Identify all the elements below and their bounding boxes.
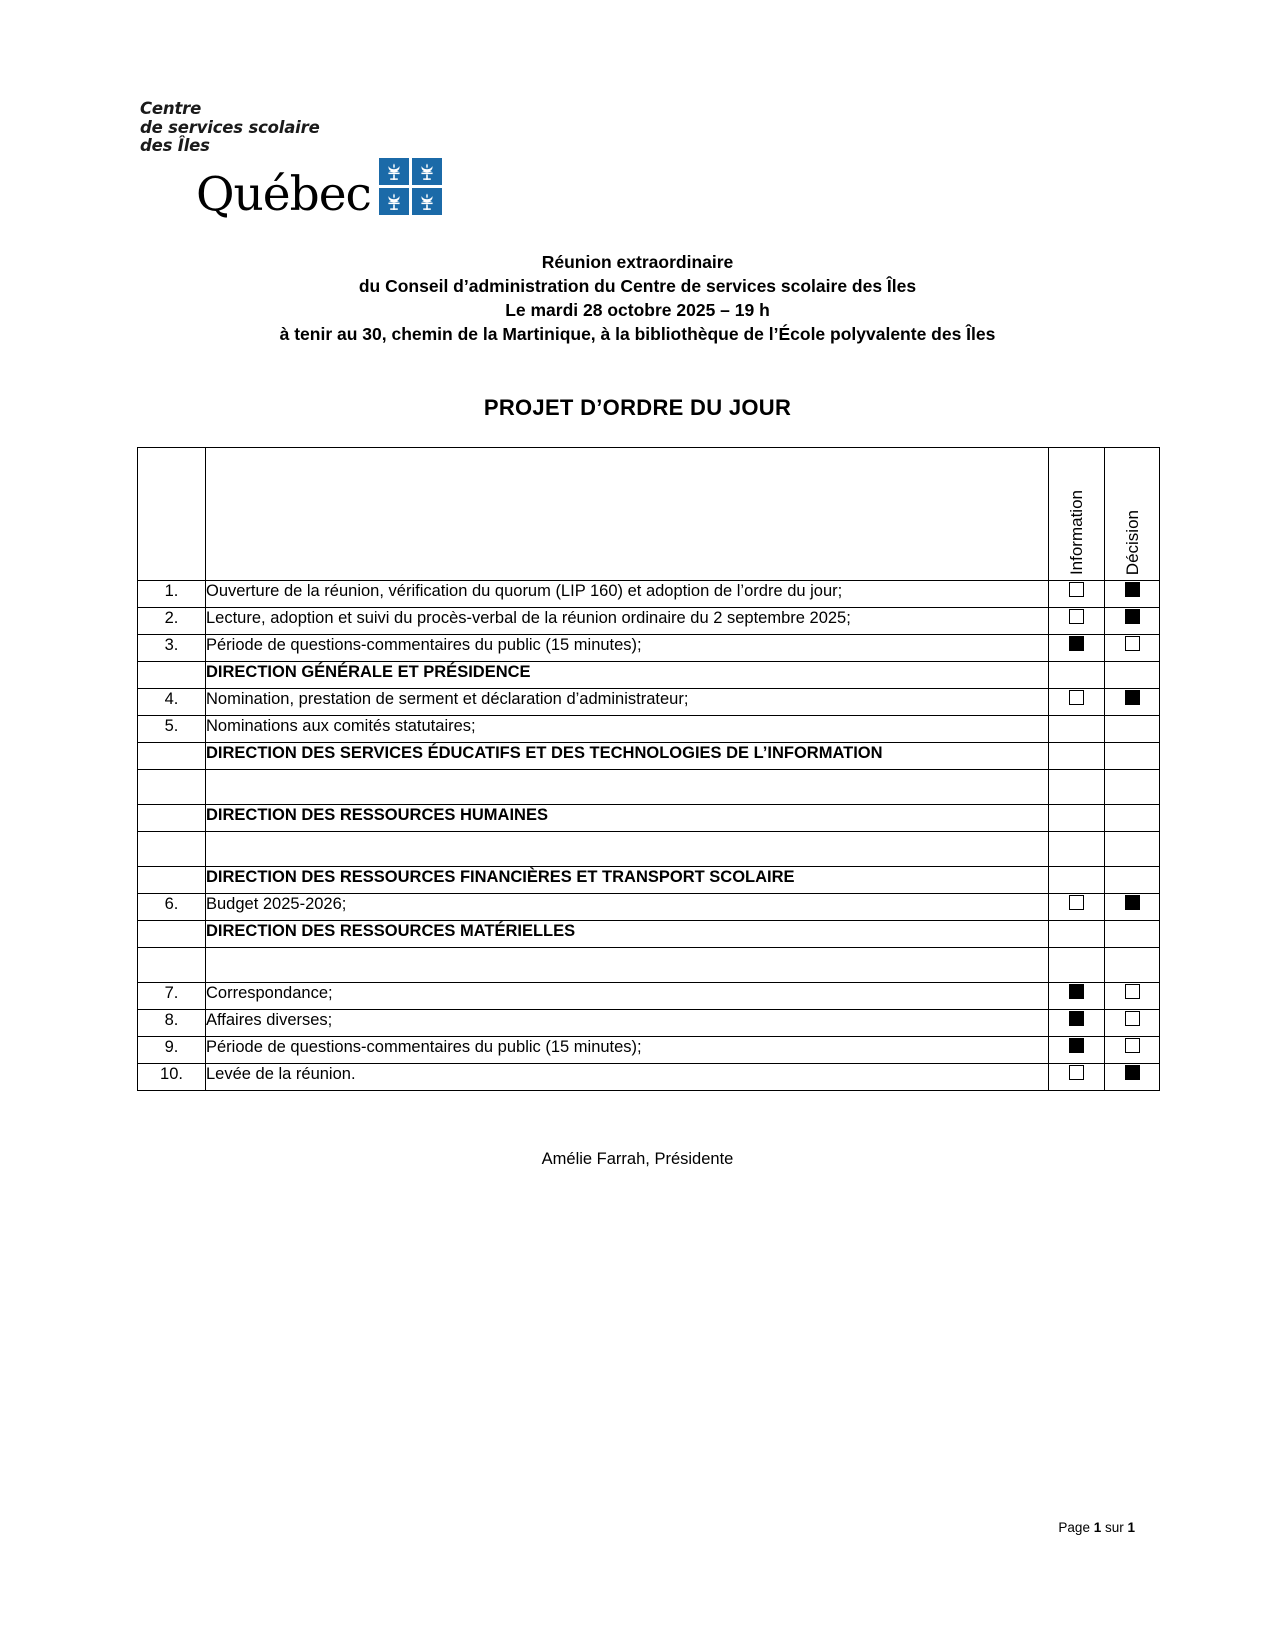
row-decision-checkbox[interactable] xyxy=(1105,635,1160,662)
table-section-row xyxy=(138,743,1160,770)
table-row xyxy=(138,716,1160,743)
quebec-wordmark-text: Québec xyxy=(196,166,371,222)
row-item-text xyxy=(206,770,1049,805)
table-row xyxy=(138,689,1160,716)
table-row xyxy=(138,635,1160,662)
footer-middle: sur xyxy=(1101,1520,1128,1535)
row-item-text: Nominations aux comités statutaires; xyxy=(206,716,1049,743)
section-heading: DIRECTION DES RESSOURCES FINANCIÈRES ET TRANSPORT SCOLAIRE xyxy=(206,867,1049,894)
row-decision-checkbox xyxy=(1105,770,1160,805)
meeting-datetime: Le mardi 28 octobre 2025 – 19 h xyxy=(505,300,770,320)
row-item-text: Période de questions-commentaires du public (15 minutes); xyxy=(206,1037,1049,1064)
table-row xyxy=(138,1037,1160,1064)
row-information-checkbox xyxy=(1049,832,1105,867)
section-heading: DIRECTION DES RESSOURCES HUMAINES xyxy=(206,805,1049,832)
row-decision-checkbox[interactable] xyxy=(1105,1064,1160,1091)
footer-current-page: 1 xyxy=(1093,1520,1102,1535)
table-row xyxy=(138,1010,1160,1037)
row-decision-checkbox[interactable] xyxy=(1105,1010,1160,1037)
row-decision-checkbox xyxy=(1105,743,1160,770)
row-decision-checkbox[interactable] xyxy=(1105,689,1160,716)
row-decision-checkbox xyxy=(1105,805,1160,832)
header-item-cell xyxy=(206,448,1049,581)
row-item-text: Correspondance; xyxy=(206,983,1049,1010)
row-item-text: Budget 2025-2026; xyxy=(206,894,1049,921)
table-row xyxy=(138,581,1160,608)
logo-org-line-3: des Îles xyxy=(140,136,210,155)
row-information-checkbox xyxy=(1049,805,1105,832)
quebec-wordmark xyxy=(196,158,480,222)
row-number: 9. xyxy=(138,1037,206,1064)
row-information-checkbox[interactable] xyxy=(1049,608,1105,635)
row-information-checkbox xyxy=(1049,770,1105,805)
row-item-text: Période de questions-commentaires du public (15 minutes); xyxy=(206,635,1049,662)
row-decision-checkbox[interactable] xyxy=(1105,1037,1160,1064)
agenda-table-body xyxy=(138,448,1160,1091)
fleur-de-lys-icon xyxy=(379,188,409,215)
row-item-text: Ouverture de la réunion, vérification du quorum (LIP 160) et adoption de l’ordre du jour; xyxy=(206,581,1049,608)
agenda-table xyxy=(137,447,1160,1091)
header-decision-cell xyxy=(1105,448,1160,581)
table-section-row xyxy=(138,805,1160,832)
row-item-text: Lecture, adoption et suivi du procès-verbal de la réunion ordinaire du 2 septembre 2025; xyxy=(206,608,1049,635)
row-number xyxy=(138,948,206,983)
table-section-row xyxy=(138,867,1160,894)
row-information-checkbox xyxy=(1049,948,1105,983)
row-decision-checkbox xyxy=(1105,832,1160,867)
row-decision-checkbox xyxy=(1105,948,1160,983)
header-number-cell xyxy=(138,448,206,581)
row-decision-checkbox xyxy=(1105,921,1160,948)
column-header-information: Information xyxy=(1067,489,1086,575)
row-decision-checkbox xyxy=(1105,867,1160,894)
section-heading: DIRECTION GÉNÉRALE ET PRÉSIDENCE xyxy=(206,662,1049,689)
row-number: 3. xyxy=(138,635,206,662)
table-row xyxy=(138,608,1160,635)
row-number xyxy=(138,662,206,689)
table-blank-row xyxy=(138,832,1160,867)
row-number xyxy=(138,770,206,805)
table-section-row xyxy=(138,662,1160,689)
row-item-text xyxy=(206,948,1049,983)
row-decision-checkbox xyxy=(1105,716,1160,743)
page-title: PROJET D’ORDRE DU JOUR xyxy=(483,395,792,420)
row-number: 5. xyxy=(138,716,206,743)
table-section-row xyxy=(138,921,1160,948)
row-item-text xyxy=(206,832,1049,867)
row-information-checkbox xyxy=(1049,921,1105,948)
row-number: 10. xyxy=(138,1064,206,1091)
row-number: 2. xyxy=(138,608,206,635)
row-decision-checkbox[interactable] xyxy=(1105,581,1160,608)
row-number: 6. xyxy=(138,894,206,921)
row-decision-checkbox[interactable] xyxy=(1105,983,1160,1010)
section-heading: DIRECTION DES RESSOURCES MATÉRIELLES xyxy=(206,921,1049,948)
page-footer xyxy=(1058,1520,1135,1535)
row-information-checkbox xyxy=(1049,867,1105,894)
footer-prefix: Page xyxy=(1058,1520,1094,1535)
row-number xyxy=(138,743,206,770)
row-decision-checkbox xyxy=(1105,662,1160,689)
row-information-checkbox[interactable] xyxy=(1049,689,1105,716)
footer-total-pages: 1 xyxy=(1127,1520,1135,1535)
table-row xyxy=(138,983,1160,1010)
row-information-checkbox[interactable] xyxy=(1049,581,1105,608)
table-header-row xyxy=(138,448,1160,581)
table-row xyxy=(138,894,1160,921)
row-item-text: Nomination, prestation de serment et déclaration d’administrateur; xyxy=(206,689,1049,716)
row-information-checkbox[interactable] xyxy=(1049,635,1105,662)
logo-org-line-2: de services scolaire xyxy=(140,117,320,137)
table-row xyxy=(138,1064,1160,1091)
row-number xyxy=(138,832,206,867)
meeting-body: du Conseil d’administration du Centre de services scolaire des Îles xyxy=(358,276,917,296)
meeting-title: Réunion extraordinaire xyxy=(541,252,734,272)
row-item-text: Levée de la réunion. xyxy=(206,1064,1049,1091)
row-decision-checkbox[interactable] xyxy=(1105,894,1160,921)
row-decision-checkbox[interactable] xyxy=(1105,608,1160,635)
logo-org-line-1: Centre xyxy=(140,99,202,118)
row-information-checkbox xyxy=(1049,662,1105,689)
row-number: 8. xyxy=(138,1010,206,1037)
fleur-de-lys-icon xyxy=(379,158,409,185)
row-number: 7. xyxy=(138,983,206,1010)
row-information-checkbox xyxy=(1049,743,1105,770)
fleur-de-lys-icon xyxy=(412,188,442,215)
fleur-de-lys-icon xyxy=(412,158,442,185)
row-number xyxy=(138,805,206,832)
row-information-checkbox[interactable] xyxy=(1049,1037,1105,1064)
row-number: 1. xyxy=(138,581,206,608)
organization-logo xyxy=(140,99,480,222)
row-item-text: Affaires diverses; xyxy=(206,1010,1049,1037)
row-information-checkbox[interactable] xyxy=(1049,983,1105,1010)
logo-org-name xyxy=(140,100,480,156)
row-information-checkbox[interactable] xyxy=(1049,1010,1105,1037)
row-number: 4. xyxy=(138,689,206,716)
row-number xyxy=(138,867,206,894)
header-information-cell xyxy=(1049,448,1105,581)
quebec-flag-icon xyxy=(379,158,442,215)
column-header-decision: Décision xyxy=(1122,509,1142,575)
meeting-header xyxy=(0,250,1275,346)
row-information-checkbox xyxy=(1049,716,1105,743)
section-heading: DIRECTION DES SERVICES ÉDUCATIFS ET DES TECHNOLOGIES DE L’INFORMATION xyxy=(206,743,1049,770)
table-blank-row xyxy=(138,948,1160,983)
row-number xyxy=(138,921,206,948)
signature-line: Amélie Farrah, Présidente xyxy=(541,1150,734,1168)
row-information-checkbox[interactable] xyxy=(1049,1064,1105,1091)
table-blank-row xyxy=(138,770,1160,805)
meeting-location: à tenir au 30, chemin de la Martinique, à la bibliothèque de l’École polyvalente des Îles xyxy=(279,324,996,344)
row-information-checkbox[interactable] xyxy=(1049,894,1105,921)
